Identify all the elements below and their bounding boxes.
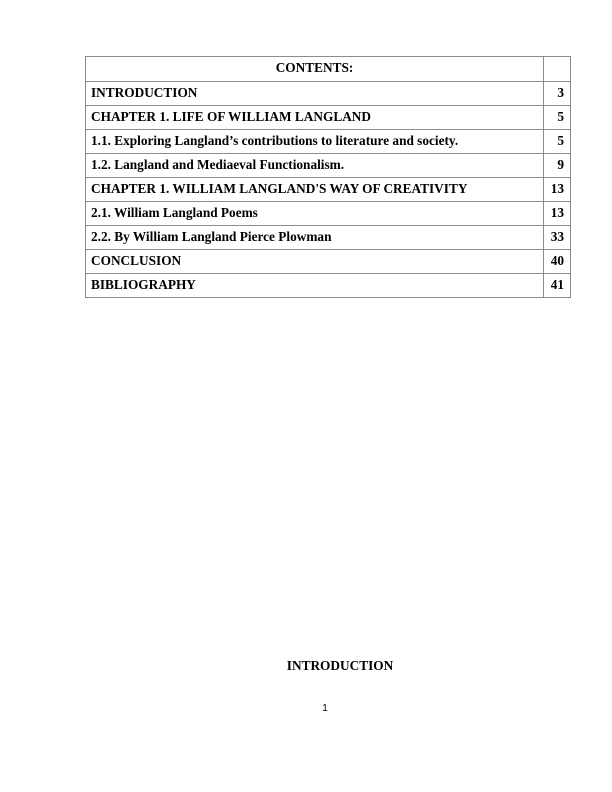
toc-row (86, 178, 571, 202)
toc-row (86, 82, 571, 106)
table-of-contents (85, 56, 571, 298)
toc-entry-title: INTRODUCTION (86, 82, 544, 106)
toc-entry-page: 5 (544, 106, 571, 130)
toc-row (86, 154, 571, 178)
toc-entry-title: 1.1. Exploring Langland’s contributions to literature and society. (86, 130, 544, 154)
toc-entry-title: 2.2. By William Langland Pierce Plowman (86, 226, 544, 250)
toc-entry-page: 41 (544, 274, 571, 298)
section-heading: INTRODUCTION (286, 658, 394, 673)
toc-row (86, 106, 571, 130)
toc-entry-page: 13 (544, 178, 571, 202)
toc-row (86, 274, 571, 298)
toc-entry-title: 2.1. William Langland Poems (86, 202, 544, 226)
toc-entry-title: CHAPTER 1. WILLIAM LANGLAND'S WAY OF CREATIVITY (86, 178, 544, 202)
toc-heading: CONTENTS: (86, 57, 544, 82)
toc-header-row (86, 57, 571, 82)
toc-row (86, 250, 571, 274)
toc-row (86, 202, 571, 226)
toc-entry-title: CHAPTER 1. LIFE OF WILLIAM LANGLAND (86, 106, 544, 130)
toc-row (86, 130, 571, 154)
toc-row (86, 226, 571, 250)
toc-entry-title: 1.2. Langland and Mediaeval Functionalism. (86, 154, 544, 178)
toc-entry-page: 5 (544, 130, 571, 154)
toc-header-empty-cell (544, 57, 571, 82)
toc-entry-title: CONCLUSION (86, 250, 544, 274)
toc-entry-page: 13 (544, 202, 571, 226)
toc-entry-page: 33 (544, 226, 571, 250)
toc-entry-page: 40 (544, 250, 571, 274)
toc-entry-title: BIBLIOGRAPHY (86, 274, 544, 298)
toc-entry-page: 9 (544, 154, 571, 178)
page-number: 1 (322, 703, 328, 714)
toc-entry-page: 3 (544, 82, 571, 106)
